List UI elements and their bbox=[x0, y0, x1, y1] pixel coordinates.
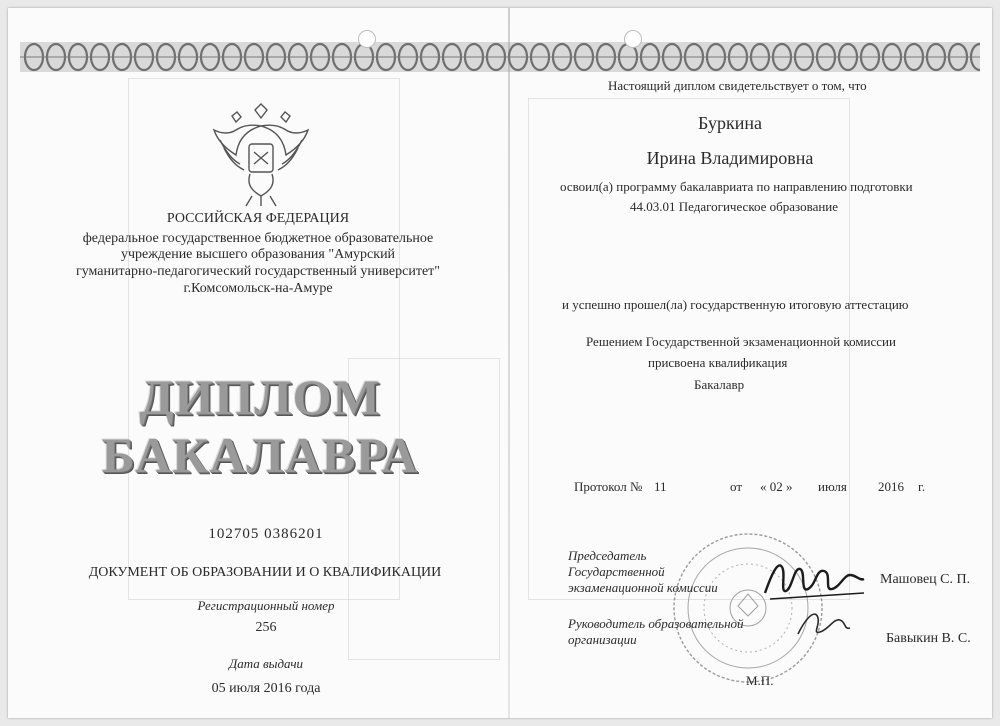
head-name: Бавыкин В. С. bbox=[886, 631, 971, 646]
qualification-awarded-text: присвоена квалификация bbox=[648, 355, 788, 370]
intro-text: Настоящий диплом свидетельствует о том, что bbox=[608, 78, 867, 93]
protocol-number: 11 bbox=[654, 479, 667, 494]
protocol-label: Протокол № bbox=[574, 479, 643, 494]
protocol-day: « 02 » bbox=[760, 479, 793, 494]
protocol-year: 2016 bbox=[878, 479, 904, 494]
protocol-year-suffix: г. bbox=[918, 479, 926, 494]
diploma-title-line-2: БАКАЛАВРА bbox=[101, 427, 419, 483]
registration-label: Регистрационный номер bbox=[197, 598, 335, 613]
institution-line-2: учреждение высшего образования "Амурский bbox=[120, 247, 396, 262]
institution-line-1: федеральное государственное бюджетное образовательное bbox=[82, 231, 434, 246]
center-fold bbox=[508, 8, 510, 718]
graduate-given-names: Ирина Владимировна bbox=[646, 148, 814, 168]
chair-label-line-3: экзаменационной комиссии bbox=[568, 580, 718, 595]
head-label-line-2: организации bbox=[568, 632, 637, 647]
seal-label: М.П. bbox=[746, 673, 774, 688]
protocol-from-label: от bbox=[730, 479, 743, 494]
coat-of-arms-emblem bbox=[206, 100, 316, 210]
institution-line-3: гуманитарно-педагогический государственный университет" bbox=[75, 264, 441, 279]
chair-label-line-1: Председатель bbox=[568, 548, 647, 563]
diploma-title-line-1: ДИПЛОМ bbox=[139, 369, 381, 425]
binding-hole-left bbox=[358, 30, 376, 48]
head-signature bbox=[794, 604, 854, 644]
guilloche-band bbox=[20, 34, 980, 80]
program-text: освоил(а) программу бакалавриата по направлению подготовки bbox=[560, 179, 913, 194]
head-label-line-1: Руководитель образовательной bbox=[568, 616, 744, 631]
diploma-scan bbox=[8, 8, 992, 718]
document-type: ДОКУМЕНТ ОБ ОБРАЗОВАНИИ И О КВАЛИФИКАЦИИ bbox=[88, 565, 442, 580]
qualification: Бакалавр bbox=[694, 377, 745, 392]
attestation-text: и успешно прошел(ла) государственную итоговую аттестацию bbox=[562, 297, 909, 312]
program-code: 44.03.01 Педагогическое образование bbox=[630, 199, 839, 214]
graduate-surname: Буркина bbox=[698, 113, 762, 133]
protocol-month: июля bbox=[818, 479, 847, 494]
registration-number: 256 bbox=[255, 620, 277, 635]
issue-date: 05 июля 2016 года bbox=[211, 681, 321, 696]
binding-hole-right bbox=[624, 30, 642, 48]
country-name: РОССИЙСКАЯ ФЕДЕРАЦИЯ bbox=[166, 211, 350, 226]
decision-text: Решением Государственной экзаменационной комиссии bbox=[586, 334, 896, 349]
institution-city: г.Комсомольск-на-Амуре bbox=[183, 281, 333, 296]
serial-number: 102705 0386201 bbox=[208, 526, 324, 542]
chair-label-line-2: Государственной bbox=[568, 564, 665, 579]
chair-name: Машовец С. П. bbox=[880, 572, 971, 587]
issue-date-label: Дата выдачи bbox=[228, 656, 304, 671]
